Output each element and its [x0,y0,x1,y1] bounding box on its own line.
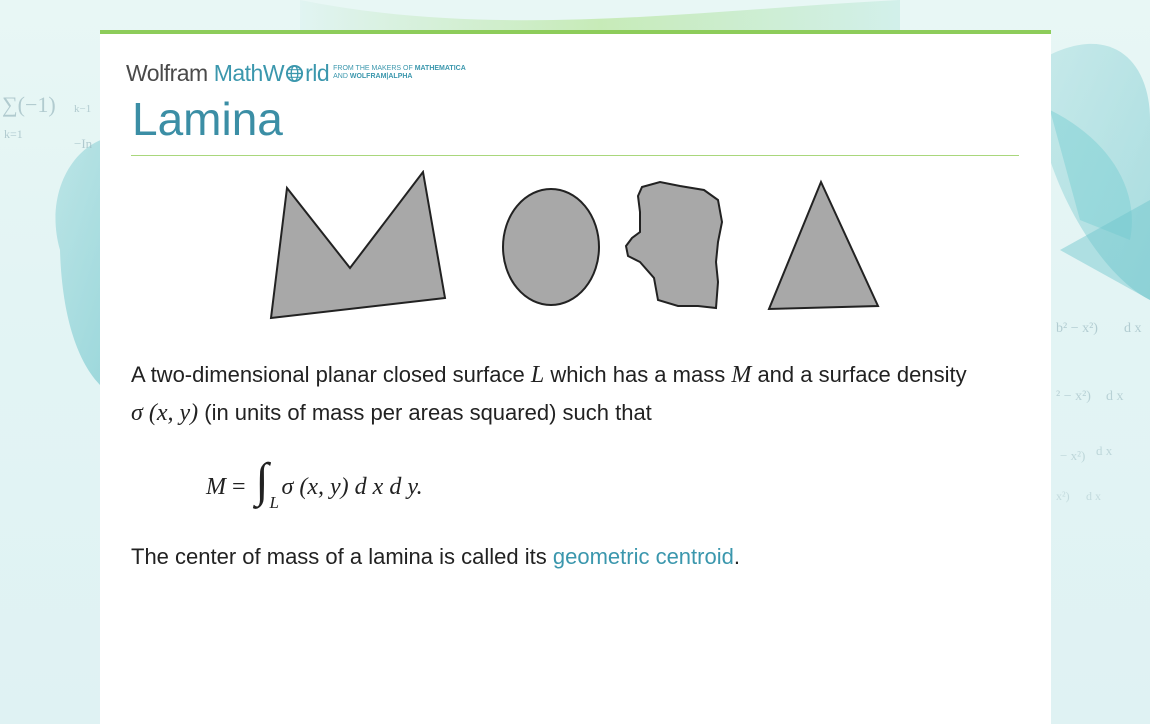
eq-integrand: σ (x, y) d x d y. [281,473,423,500]
var-m: M [731,362,752,388]
svg-text:² − x²): ² − x²) [1056,389,1091,404]
tagline-line2-bold: WOLFRAM|ALPHA [349,73,413,80]
integral-sign [255,454,280,515]
brand-math: Math [213,59,263,86]
svg-text:∑(−1): ∑(−1) [2,92,56,117]
svg-text:− x²): − x²) [1060,448,1086,463]
integral-subscript: L [269,493,280,512]
lamina-shapes-figure [260,170,890,330]
brand-wolfram: Wolfram [126,59,208,86]
globe-icon [285,64,304,83]
svg-text:d x: d x [1124,321,1142,336]
elliptical-lamina [503,189,599,305]
tagline-line1-bold: MATHEMATICA [414,65,466,72]
svg-text:d x: d x [1096,443,1113,458]
irregular-lamina [626,182,722,308]
svg-text:d x: d x [1086,489,1101,503]
svg-text:b² − x²): b² − x²) [1056,321,1098,336]
svg-text:x²): x²) [1056,489,1070,503]
eq-equals: = [232,473,246,500]
integral-symbol: ∫ [255,454,269,507]
mass-integral-equation [206,454,423,515]
svg-text:k=1: k=1 [4,127,23,141]
page-title: Lamina [132,93,283,145]
svg-text:−In: −In [74,136,93,151]
tagline-line2: AND [333,73,348,80]
brand-tagline [333,65,466,81]
eq-lhs: M [206,473,226,500]
svg-text:d x: d x [1106,389,1124,404]
p1-text4: (in units of mass per areas squared) such that [198,400,652,425]
p2-text2: . [733,544,740,569]
m-shaped-lamina [271,172,445,318]
geometric-centroid-link[interactable]: geometric centroid [552,544,734,569]
p2-text1: The center of mass of a lamina is called its [131,544,553,569]
site-logo[interactable] [126,60,466,86]
title-divider [131,155,1019,156]
var-l: L [530,362,545,388]
sigma-expression: σ (x, y) [131,400,199,426]
tagline-line1: FROM THE MAKERS OF [333,65,413,72]
brand-mathworld [214,60,329,87]
p1-text3: and a surface density [751,362,967,387]
brand-rld: rld [305,59,330,86]
svg-text:k−1: k−1 [74,103,92,115]
page-card [100,30,1051,724]
definition-paragraph [131,356,1021,432]
triangular-lamina [769,182,878,309]
brand-w: W [262,59,285,86]
p1-text1: A two-dimensional planar closed surface [131,362,531,387]
centroid-paragraph [131,538,740,576]
p1-text2: which has a mass [544,362,732,387]
